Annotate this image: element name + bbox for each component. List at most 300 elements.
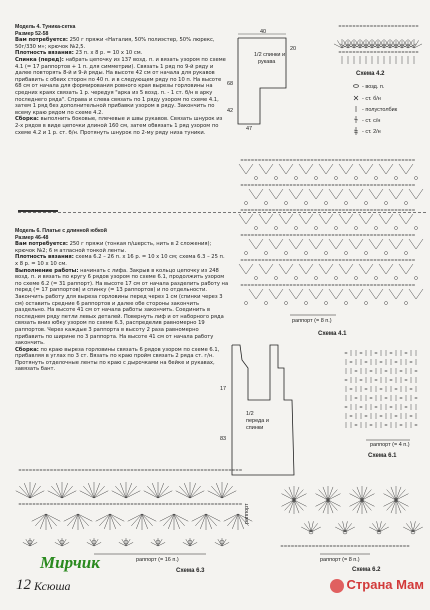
chain-stitch-icon — [393, 545, 395, 546]
chain-stitch-icon — [321, 184, 323, 185]
chain-stitch-icon — [346, 234, 348, 235]
chain-stitch-icon — [339, 25, 341, 26]
picot-icon — [305, 302, 308, 305]
chain-stitch-icon — [269, 209, 271, 210]
chain-stitch-icon — [166, 469, 168, 470]
scheme-4-2-diagram — [338, 20, 423, 80]
chain-stitch-icon — [367, 51, 369, 52]
chain-stitch-icon — [377, 209, 379, 210]
chain-stitch-icon — [117, 469, 119, 470]
chain-stitch-icon — [353, 184, 355, 185]
v-stitch-icon — [409, 239, 423, 249]
chain-stitch-icon — [286, 159, 288, 160]
chain-stitch-icon — [283, 234, 285, 235]
chain-stitch-icon — [405, 352, 407, 353]
double-crochet-icon — [301, 527, 311, 532]
chain-stitch-icon — [262, 159, 264, 160]
chain-stitch-icon — [400, 370, 402, 371]
chain-stitch-icon — [71, 469, 73, 470]
chain-stitch-icon — [384, 209, 386, 210]
double-crochet-icon — [131, 514, 142, 526]
chain-stitch-icon — [272, 284, 274, 285]
chain-stitch-icon — [162, 469, 164, 470]
double-crochet-icon — [62, 486, 73, 498]
chain-stitch-icon — [75, 503, 77, 504]
chain-stitch-icon — [248, 234, 250, 235]
v-stitch-icon — [359, 164, 373, 174]
chain-stitch-icon — [269, 234, 271, 235]
chain-stitch-icon — [131, 469, 133, 470]
picot-icon — [255, 177, 258, 180]
chain-stitch-icon — [367, 184, 369, 185]
chain-stitch-icon — [316, 545, 318, 546]
chain-stitch-icon — [402, 25, 404, 26]
chain-stitch-icon — [241, 259, 243, 260]
chain-stitch-icon — [384, 284, 386, 285]
chain-stitch-icon — [342, 259, 344, 260]
chain-stitch-icon — [412, 284, 414, 285]
chain-stitch-icon — [269, 259, 271, 260]
chain-stitch-icon — [409, 25, 411, 26]
chain-stitch-icon — [363, 259, 365, 260]
chain-stitch-icon — [328, 259, 330, 260]
chain-stitch-icon — [325, 159, 327, 160]
double-crochet-icon — [51, 486, 62, 498]
chain-stitch-icon — [279, 259, 281, 260]
v-stitch-icon — [349, 189, 363, 199]
chain-stitch-icon — [395, 361, 397, 362]
brand-signature: Мирчик — [40, 553, 100, 572]
chain-stitch-icon — [297, 259, 299, 260]
chain-stitch-icon — [127, 469, 129, 470]
chain-stitch-icon — [50, 469, 52, 470]
chain-stitch-icon — [311, 159, 313, 160]
chain-stitch-icon — [363, 159, 365, 160]
v-stitch-icon — [279, 164, 293, 174]
chain-stitch-icon — [356, 234, 358, 235]
chain-stitch-icon — [388, 25, 390, 26]
chain-stitch-icon — [388, 51, 390, 52]
chain-stitch-icon — [225, 503, 227, 504]
chain-stitch-icon — [349, 51, 351, 52]
chain-stitch-icon — [381, 184, 383, 185]
chain-stitch-icon — [47, 469, 49, 470]
chain-stitch-icon — [218, 503, 220, 504]
picot-icon — [405, 252, 408, 255]
dress-label-1: 1/2 — [246, 411, 254, 417]
chain-stitch-icon — [402, 234, 404, 235]
chain-stitch-icon — [332, 209, 334, 210]
chain-stitch-icon — [236, 503, 238, 504]
chain-stitch-icon — [384, 25, 386, 26]
chain-stitch-icon — [370, 234, 372, 235]
legend-item-3: - полустолбик — [362, 107, 398, 113]
chain-stitch-icon — [293, 159, 295, 160]
scheme-6-2-label: Схема 6.2 — [352, 567, 381, 573]
chain-stitch-icon — [328, 234, 330, 235]
chain-stitch-icon — [255, 184, 257, 185]
chain-stitch-icon — [176, 503, 178, 504]
picot-icon — [275, 227, 278, 230]
chain-stitch-icon — [325, 184, 327, 185]
tunic-dim-bottom: 47 — [246, 126, 253, 132]
picot-icon — [245, 202, 248, 205]
v-stitch-icon — [399, 214, 413, 224]
chain-stitch-icon — [377, 259, 379, 260]
picot-icon — [245, 302, 248, 305]
chain-stitch-icon — [211, 469, 213, 470]
chain-stitch-icon — [360, 209, 362, 210]
chain-stitch-icon — [283, 259, 285, 260]
chain-stitch-icon — [258, 259, 260, 260]
v-stitch-icon — [359, 214, 373, 224]
picot-icon — [255, 227, 258, 230]
chain-stitch-icon — [138, 469, 140, 470]
chain-stitch-icon — [405, 284, 407, 285]
chain-stitch-icon — [328, 184, 330, 185]
model6-size: Размер 46-48 — [15, 234, 49, 241]
chain-stitch-icon — [363, 209, 365, 210]
double-crochet-icon — [335, 527, 345, 532]
chain-stitch-icon — [215, 503, 217, 504]
chain-stitch-icon — [342, 184, 344, 185]
picot-icon — [325, 202, 328, 205]
chain-stitch-icon — [64, 469, 66, 470]
chain-stitch-icon — [300, 209, 302, 210]
chain-stitch-icon — [281, 545, 283, 546]
chain-stitch-icon — [412, 25, 414, 26]
chain-stitch-icon — [349, 234, 351, 235]
picot-icon — [295, 177, 298, 180]
chain-stitch-icon — [335, 234, 337, 235]
chain-stitch-icon — [248, 284, 250, 285]
chain-stitch-icon — [356, 209, 358, 210]
v-stitch-icon — [369, 239, 383, 249]
chain-stitch-icon — [325, 284, 327, 285]
double-crochet-icon — [190, 486, 201, 498]
chain-stitch-icon — [318, 159, 320, 160]
chain-stitch-icon — [318, 234, 320, 235]
v-stitch-icon — [379, 164, 393, 174]
chain-stitch-icon — [360, 51, 362, 52]
chain-stitch-icon — [298, 545, 300, 546]
chain-stitch-icon — [400, 424, 402, 425]
legend-item-5: - ст. 2/н — [362, 129, 381, 135]
chain-stitch-icon — [342, 25, 344, 26]
double-crochet-icon — [83, 486, 94, 498]
chain-stitch-icon — [365, 415, 367, 416]
chain-stitch-icon — [374, 259, 376, 260]
v-stitch-icon — [289, 189, 303, 199]
chain-stitch-icon — [395, 51, 397, 52]
v-stitch-icon — [409, 289, 423, 299]
picot-icon — [395, 277, 398, 280]
picot-icon — [285, 302, 288, 305]
chain-stitch-icon — [145, 469, 147, 470]
chain-stitch-icon — [377, 284, 379, 285]
chain-stitch-icon — [89, 469, 91, 470]
v-stitch-icon — [389, 239, 403, 249]
picot-icon — [335, 227, 338, 230]
picot-icon — [365, 202, 368, 205]
chain-stitch-icon — [284, 545, 286, 546]
chain-stitch-icon — [291, 545, 293, 546]
chain-stitch-icon — [113, 503, 115, 504]
chain-stitch-icon — [390, 379, 392, 380]
scheme-4-1-symbols — [239, 159, 423, 304]
chain-stitch-icon — [85, 503, 87, 504]
chain-stitch-icon — [398, 25, 400, 26]
chain-stitch-icon — [381, 51, 383, 52]
chain-stitch-icon — [365, 545, 367, 546]
v-stitch-icon — [279, 264, 293, 274]
chain-stitch-icon — [345, 352, 347, 353]
chain-stitch-icon — [241, 184, 243, 185]
v-stitch-icon — [299, 214, 313, 224]
chain-stitch-icon — [208, 469, 210, 470]
chain-stitch-icon — [412, 259, 414, 260]
chain-stitch-icon — [276, 234, 278, 235]
chain-stitch-icon — [244, 184, 246, 185]
chain-stitch-icon — [332, 259, 334, 260]
double-crochet-icon — [158, 486, 169, 498]
chain-stitch-icon — [381, 234, 383, 235]
v-stitch-icon — [379, 214, 393, 224]
chain-stitch-icon — [19, 469, 21, 470]
scheme-4-1-rapport: раппорт (= 8 п.) — [292, 318, 332, 324]
double-crochet-icon — [353, 500, 362, 510]
chain-stitch-icon — [360, 352, 362, 353]
chain-stitch-icon — [346, 51, 348, 52]
double-crochet-icon — [285, 500, 294, 510]
chain-stitch-icon — [339, 234, 341, 235]
chain-stitch-icon — [356, 51, 358, 52]
chain-stitch-icon — [379, 545, 381, 546]
chain-stitch-icon — [395, 415, 397, 416]
double-crochet-icon — [396, 500, 405, 510]
chain-stitch-icon — [332, 234, 334, 235]
chain-stitch-icon — [96, 503, 98, 504]
chain-stitch-icon — [61, 469, 63, 470]
chain-stitch-icon — [222, 503, 224, 504]
chain-stitch-icon — [208, 503, 210, 504]
chain-stitch-icon — [355, 370, 357, 371]
v-stitch-icon — [249, 239, 263, 249]
picot-icon — [285, 252, 288, 255]
chain-stitch-icon — [307, 184, 309, 185]
chain-stitch-icon — [350, 361, 352, 362]
chain-stitch-icon — [78, 503, 80, 504]
chain-stitch-icon — [409, 259, 411, 260]
chain-stitch-icon — [304, 259, 306, 260]
chain-stitch-icon — [398, 51, 400, 52]
chain-stitch-icon — [110, 503, 112, 504]
chain-stitch-icon — [57, 469, 59, 470]
chain-stitch-icon — [279, 159, 281, 160]
legend-item-2: - ст. б/н — [362, 96, 381, 102]
chain-stitch-icon — [370, 159, 372, 160]
double-crochet-icon — [35, 514, 46, 526]
chain-stitch-icon — [225, 469, 227, 470]
v-stitch-icon — [369, 289, 383, 299]
chain-stitch-icon — [265, 259, 267, 260]
chain-stitch-icon — [40, 469, 42, 470]
double-crochet-icon — [211, 486, 222, 498]
chain-stitch-icon — [141, 503, 143, 504]
double-crochet-icon — [19, 486, 30, 498]
v-stitch-icon — [259, 264, 273, 274]
chain-stitch-icon — [131, 503, 133, 504]
chain-stitch-icon — [339, 184, 341, 185]
chain-stitch-icon — [380, 388, 382, 389]
chain-stitch-icon — [318, 184, 320, 185]
chain-stitch-icon — [241, 159, 243, 160]
chain-stitch-icon — [262, 259, 264, 260]
chain-stitch-icon — [360, 234, 362, 235]
dress-label-3: спинки — [246, 425, 264, 431]
chain-stitch-icon — [300, 184, 302, 185]
v-stitch-icon — [289, 239, 303, 249]
double-crochet-icon — [147, 486, 158, 498]
chain-stitch-icon — [180, 469, 182, 470]
chain-stitch-icon — [71, 503, 73, 504]
chain-stitch-icon — [367, 284, 369, 285]
chain-stitch-icon — [339, 159, 341, 160]
picot-icon — [265, 302, 268, 305]
chain-stitch-icon — [276, 259, 278, 260]
scheme-6-1-symbols — [345, 350, 417, 428]
double-crochet-icon — [396, 490, 405, 500]
chain-stitch-icon — [40, 503, 42, 504]
chain-stitch-icon — [335, 284, 337, 285]
chain-stitch-icon — [380, 415, 382, 416]
v-stitch-icon — [299, 264, 313, 274]
v-stitch-icon — [249, 289, 263, 299]
chain-stitch-icon — [346, 209, 348, 210]
chain-stitch-icon — [410, 361, 412, 362]
chain-stitch-icon — [47, 503, 49, 504]
chain-stitch-icon — [300, 159, 302, 160]
chain-stitch-icon — [405, 259, 407, 260]
chain-stitch-icon — [370, 209, 372, 210]
v-stitch-icon — [269, 289, 283, 299]
chain-stitch-icon — [232, 503, 234, 504]
chain-stitch-icon — [339, 51, 341, 52]
tunic-outline — [238, 38, 286, 124]
v-stitch-icon — [279, 214, 293, 224]
section-divider-accent — [18, 210, 58, 212]
v-stitch-icon — [399, 264, 413, 274]
chain-stitch-icon — [82, 503, 84, 504]
chain-stitch-icon — [349, 209, 351, 210]
picot-icon — [395, 177, 398, 180]
chain-stitch-icon — [262, 284, 264, 285]
chain-stitch-icon — [64, 503, 66, 504]
chain-stitch-icon — [405, 379, 407, 380]
picot-icon — [305, 202, 308, 205]
chain-stitch-icon — [204, 469, 206, 470]
chain-stitch-icon — [388, 209, 390, 210]
chain-stitch-icon — [391, 234, 393, 235]
legend-chain-icon — [354, 85, 359, 88]
chain-stitch-icon — [297, 284, 299, 285]
scheme-4-2-label: Схема 4.2 — [356, 71, 385, 77]
picot-icon — [255, 277, 258, 280]
chain-stitch-icon — [350, 388, 352, 389]
picot-icon — [375, 277, 378, 280]
chain-stitch-icon — [251, 284, 253, 285]
chain-stitch-icon — [353, 159, 355, 160]
chain-stitch-icon — [148, 503, 150, 504]
chain-stitch-icon — [290, 259, 292, 260]
chain-stitch-icon — [367, 159, 369, 160]
chain-stitch-icon — [398, 184, 400, 185]
chain-stitch-icon — [85, 469, 87, 470]
chain-stitch-icon — [410, 388, 412, 389]
double-crochet-icon — [46, 514, 57, 526]
chain-stitch-icon — [380, 361, 382, 362]
double-crochet-icon — [142, 514, 153, 526]
chain-stitch-icon — [286, 284, 288, 285]
chain-stitch-icon — [318, 259, 320, 260]
picot-icon — [355, 277, 358, 280]
chain-stitch-icon — [405, 234, 407, 235]
chain-stitch-icon — [395, 25, 397, 26]
chain-stitch-icon — [360, 159, 362, 160]
scheme-4-1-diagram — [238, 150, 428, 340]
chain-stitch-icon — [381, 25, 383, 26]
chain-stitch-icon — [416, 51, 418, 52]
double-crochet-icon — [227, 514, 238, 526]
chain-stitch-icon — [409, 184, 411, 185]
chain-stitch-icon — [346, 259, 348, 260]
chain-stitch-icon — [300, 259, 302, 260]
chain-stitch-icon — [272, 184, 274, 185]
chain-stitch-icon — [124, 503, 126, 504]
chain-stitch-icon — [134, 469, 136, 470]
chain-stitch-icon — [409, 284, 411, 285]
chain-stitch-icon — [239, 469, 241, 470]
chain-stitch-icon — [319, 545, 321, 546]
chain-stitch-icon — [391, 25, 393, 26]
chain-stitch-icon — [339, 209, 341, 210]
chain-stitch-icon — [370, 51, 372, 52]
chain-stitch-icon — [385, 370, 387, 371]
chain-stitch-icon — [391, 284, 393, 285]
chain-stitch-icon — [304, 209, 306, 210]
chain-stitch-icon — [388, 184, 390, 185]
v-stitch-icon — [259, 164, 273, 174]
chain-stitch-icon — [360, 379, 362, 380]
chain-stitch-icon — [258, 209, 260, 210]
scheme-6-2-rapport: раппорт (= 8 п.) — [320, 557, 360, 563]
chain-stitch-icon — [215, 469, 217, 470]
chain-stitch-icon — [370, 25, 372, 26]
chain-stitch-icon — [311, 234, 313, 235]
chain-stitch-icon — [385, 397, 387, 398]
v-stitch-icon — [339, 164, 353, 174]
chain-stitch-icon — [398, 234, 400, 235]
v-stitch-icon — [319, 214, 333, 224]
chain-stitch-icon — [388, 234, 390, 235]
chain-stitch-icon — [377, 25, 379, 26]
chain-stitch-icon — [321, 159, 323, 160]
chain-stitch-icon — [325, 209, 327, 210]
double-crochet-icon — [319, 500, 328, 510]
chain-stitch-icon — [363, 184, 365, 185]
v-stitch-icon — [309, 289, 323, 299]
chain-stitch-icon — [350, 415, 352, 416]
